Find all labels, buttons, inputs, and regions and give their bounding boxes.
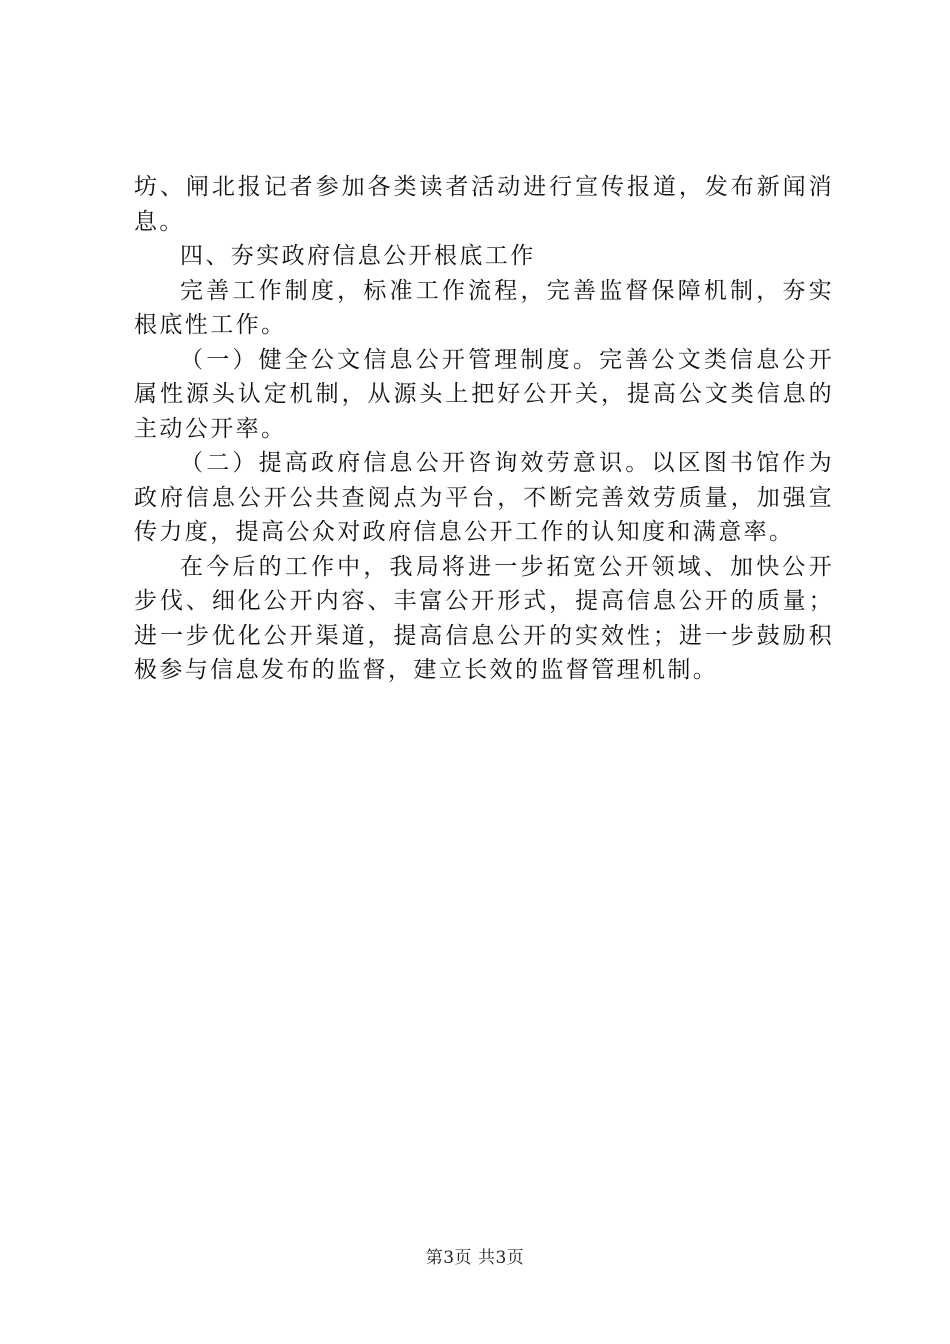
page-number: 第3页 共3页 bbox=[425, 1248, 525, 1268]
page-footer bbox=[0, 1243, 950, 1268]
paragraph-continuation: 坊、闸北报记者参加各类读者活动进行宣传报道，发布新闻消息。 bbox=[134, 174, 834, 235]
paragraph-item-2: （二）提高政府信息公开咨询效劳意识。以区图书馆作为政府信息公开公共查阅点为平台，不断完善效劳质量，加强宣传力度，提高公众对政府信息公开工作的认知度和满意率。 bbox=[134, 450, 834, 545]
paragraph-intro: 完善工作制度，标准工作流程，完善监督保障机制，夯实根底性工作。 bbox=[134, 277, 834, 338]
paragraph-item-1: （一）健全公文信息公开管理制度。完善公文类信息公开属性源头认定机制，从源头上把好公开关，提高公文类信息的主动公开率。 bbox=[134, 346, 834, 442]
section-heading: 四、夯实政府信息公开根底工作 bbox=[180, 243, 536, 269]
paragraph-conclusion: 在今后的工作中，我局将进一步拓宽公开领域、加快公开步伐、细化公开内容、丰富公开形式，提高信息公开的质量；进一步优化公开渠道，提高信息公开的实效性；进一步鼓励积极参与信息发布的监督，建立长效的监督管理机制。 bbox=[134, 553, 834, 683]
document-body bbox=[134, 170, 834, 688]
